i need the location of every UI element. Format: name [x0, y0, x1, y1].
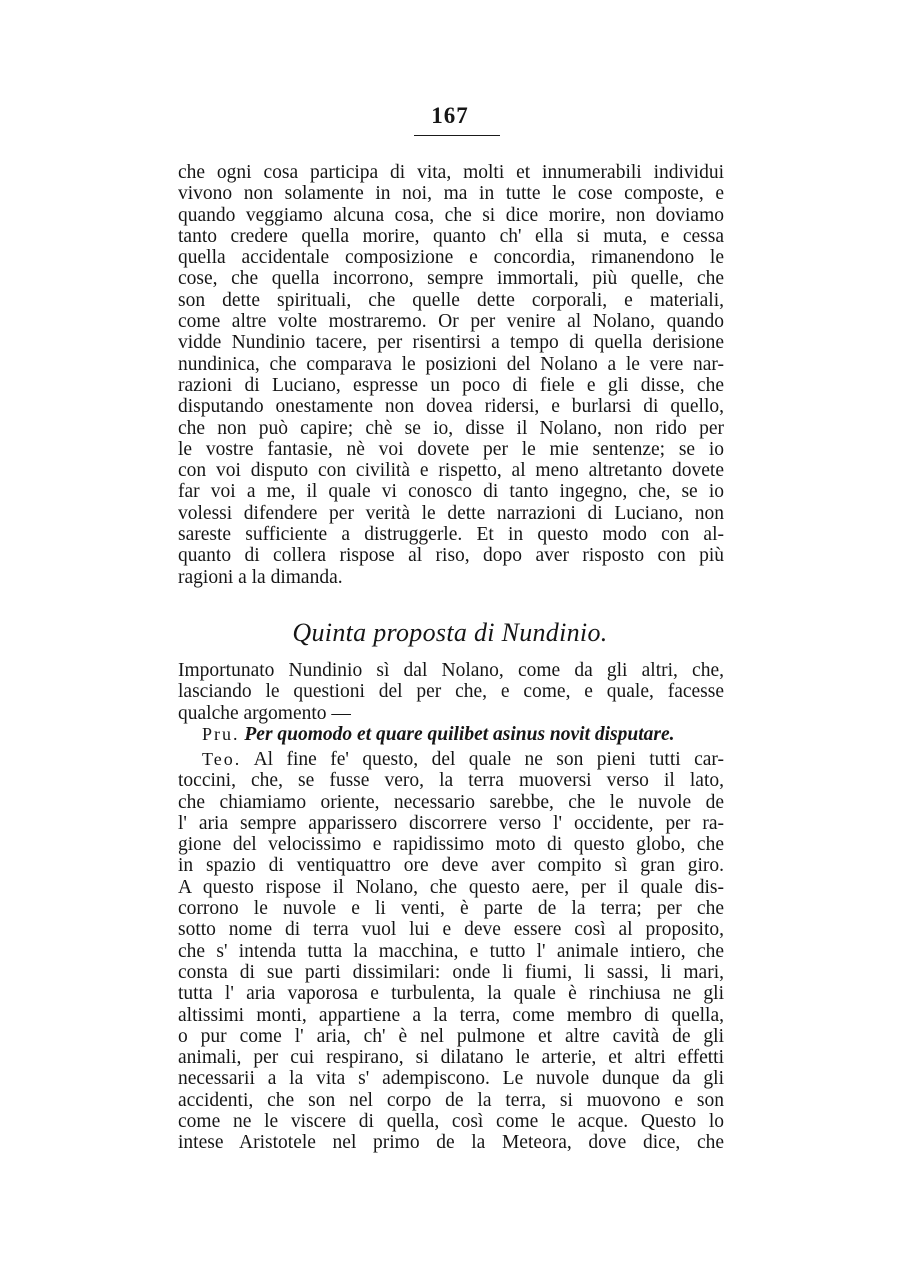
text-line: altissimi monti, appartiene a la terra, come membro di quella,	[178, 1004, 724, 1026]
text-line: quanto di collera rispose al riso, dopo aver risposto con più	[178, 545, 724, 567]
text-line: come altre volte mostraremo. Or per venire al Nolano, quando	[178, 311, 724, 333]
speech-first-line: Al fine fe' questo, del quale ne son pieni tutti car-	[253, 749, 724, 770]
speech-teo	[178, 749, 724, 1154]
text-line: sotto nome di terra vuol lui e deve essere così al proposito,	[178, 919, 724, 941]
text-line: come ne le viscere di quella, così come le acque. Questo lo	[178, 1111, 724, 1133]
speaker-pru: Pru.	[202, 724, 240, 744]
text-line: corrono le nuvole e li venti, è parte de la terra; per che	[178, 898, 724, 920]
text-line: nundinica, che comparava le posizioni del Nolano a le vere nar-	[178, 353, 724, 375]
text-line: che s' intenda tutta la macchina, e tutto l' animale intiero, che	[178, 940, 724, 962]
text-line: volessi difendere per verità le dette narrazioni di Luciano, non	[178, 502, 724, 524]
text-line: gione del velocissimo e rapidissimo moto di questo globo, che	[178, 834, 724, 856]
text-line: quando veggiamo alcuna cosa, che si dice morire, non doviamo	[178, 204, 724, 226]
speech-pru	[178, 724, 724, 745]
text-line: A questo rispose il Nolano, che questo aere, per il quale dis-	[178, 876, 724, 898]
text-line: con voi disputo con civilità e rispetto, al meno altretanto dovete	[178, 460, 724, 482]
text-line: lasciando le questioni del per che, e come, e quale, facesse	[178, 681, 724, 703]
paragraph-1	[178, 162, 724, 588]
text-line: necessarii a la vita s' adempiscono. Le nuvole dunque da gli	[178, 1068, 724, 1090]
text-line: consta di sue parti dissimilari: onde li fiumi, li sassi, li mari,	[178, 961, 724, 983]
section-heading: Quinta proposta di Nundinio.	[292, 618, 608, 647]
text-line: disputando onestamente non dovea ridersi, e burlarsi di quello,	[178, 396, 724, 418]
text-line: accidenti, che son nel corpo de la terra, si muovono e son	[178, 1089, 724, 1111]
speaker-teo: Teo.	[202, 749, 242, 769]
text-line: in spazio di ventiquattro ore deve aver compito sì gran giro.	[178, 855, 724, 877]
text-line: qualche argomento —	[178, 702, 351, 724]
text-line: intese Aristotele nel primo de la Meteora, dove dice, che	[178, 1132, 724, 1154]
text-line: o pur come l' aria, ch' è nel pulmone et altre cavità de gli	[178, 1025, 724, 1047]
text-line: vivono non solamente in noi, ma in tutte le cose composte, e	[178, 183, 724, 205]
text-line: che ogni cosa participa di vita, molti et innumerabili individui	[178, 162, 724, 183]
text-line: razioni di Luciano, espresse un poco di fiele e gli disse, che	[178, 374, 724, 396]
text-line: l' aria sempre apparissero discorrere verso l' occidente, per ra-	[178, 812, 724, 834]
latin-quote: Per quomodo et quare quilibet asinus novit disputare.	[244, 724, 675, 745]
text-line: che non può capire; chè se io, disse il Nolano, non rido per	[178, 417, 724, 439]
text-line: toccini, che, se fusse vero, la terra muoversi verso il lato,	[178, 770, 724, 792]
text-line: animali, per cui respirano, si dilatano le arterie, et altri effetti	[178, 1047, 724, 1069]
text-line: le vostre fantasie, nè voi dovete per le mie sentenze; se io	[178, 438, 724, 460]
text-line: sareste sufficiente a distruggerle. Et in questo modo con al-	[178, 524, 724, 546]
text-line: cose, che quella incorrono, sempre immortali, più quelle, che	[178, 268, 724, 290]
text-line: son dette spirituali, che quelle dette corporali, e materiali,	[178, 289, 724, 311]
text-line: far voi a me, il quale vi conosco di tanto ingegno, che, se io	[178, 481, 724, 503]
header-rule	[414, 135, 500, 136]
text-line: tanto credere quella morire, quanto ch' ella si muta, e cessa	[178, 225, 724, 247]
paragraph-2	[178, 660, 724, 724]
page-number: 167	[431, 103, 469, 128]
text-line	[178, 749, 724, 770]
text-line: Importunato Nundinio sì dal Nolano, come da gli altri, che,	[178, 660, 724, 681]
text-line: vidde Nundinio tacere, per risentirsi a tempo di quella derisione	[178, 332, 724, 354]
text-line: che chiamiamo oriente, necessario sarebbe, che le nuvole de	[178, 791, 724, 813]
text-line	[178, 724, 724, 745]
text-line: ragioni a la dimanda.	[178, 566, 343, 588]
text-line: quella accidentale composizione e concordia, rimanendono le	[178, 247, 724, 269]
text-line: tutta l' aria vaporosa e turbulenta, la quale è rinchiusa ne gli	[178, 983, 724, 1005]
